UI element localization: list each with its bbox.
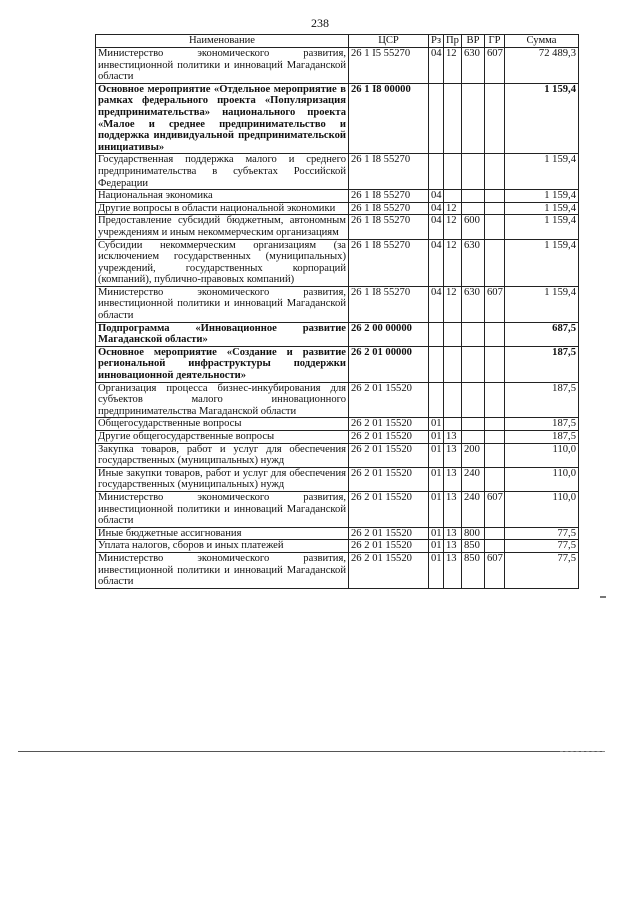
cell-csr: 26 2 01 15520 bbox=[349, 552, 429, 588]
cell-sum: 1 159,4 bbox=[505, 190, 579, 203]
cell-vr bbox=[462, 382, 485, 418]
table-row bbox=[96, 552, 579, 588]
cell-pr bbox=[444, 322, 462, 346]
table-row bbox=[96, 322, 579, 346]
cell-sum: 77,5 bbox=[505, 540, 579, 553]
cell-pr: 13 bbox=[444, 491, 462, 527]
cell-gr: 607 bbox=[485, 552, 505, 588]
header-gr: ГР bbox=[485, 35, 505, 48]
cell-vr: 850 bbox=[462, 552, 485, 588]
cell-rz: 01 bbox=[429, 540, 444, 553]
cell-gr: 607 bbox=[485, 48, 505, 84]
cell-csr: 26 2 01 15520 bbox=[349, 382, 429, 418]
cell-pr bbox=[444, 346, 462, 382]
cell-csr: 26 2 01 15520 bbox=[349, 443, 429, 467]
cell-gr: 607 bbox=[485, 286, 505, 322]
cell-csr: 26 1 I8 00000 bbox=[349, 83, 429, 154]
cell-csr: 26 1 I8 55270 bbox=[349, 286, 429, 322]
cell-gr bbox=[485, 418, 505, 431]
cell-gr bbox=[485, 154, 505, 190]
cell-csr: 26 1 I8 55270 bbox=[349, 154, 429, 190]
cell-vr: 200 bbox=[462, 443, 485, 467]
cell-pr bbox=[444, 154, 462, 190]
header-sum: Сумма bbox=[505, 35, 579, 48]
cell-rz: 01 bbox=[429, 418, 444, 431]
cell-name: Министерство экономического развития, инвестиционной политики и инноваций Магаданской области bbox=[96, 286, 349, 322]
cell-gr bbox=[485, 239, 505, 286]
cell-sum: 1 159,4 bbox=[505, 154, 579, 190]
cell-sum: 1 159,4 bbox=[505, 83, 579, 154]
cell-csr: 26 1 I8 55270 bbox=[349, 190, 429, 203]
page-divider-dash bbox=[560, 751, 605, 752]
cell-sum: 72 489,3 bbox=[505, 48, 579, 84]
cell-rz: 04 bbox=[429, 48, 444, 84]
table-header bbox=[96, 35, 579, 48]
cell-name: Уплата налогов, сборов и иных платежей bbox=[96, 540, 349, 553]
cell-gr bbox=[485, 83, 505, 154]
cell-name: Иные бюджетные ассигнования bbox=[96, 527, 349, 540]
cell-sum: 187,5 bbox=[505, 418, 579, 431]
cell-name: Другие общегосударственные вопросы bbox=[96, 431, 349, 444]
cell-gr bbox=[485, 540, 505, 553]
cell-gr bbox=[485, 527, 505, 540]
cell-csr: 26 2 01 15520 bbox=[349, 418, 429, 431]
cell-name: Организация процесса бизнес-инкубирования для субъектов малого инновационного предпринимательства Магаданской области bbox=[96, 382, 349, 418]
cell-gr bbox=[485, 346, 505, 382]
cell-sum: 1 159,4 bbox=[505, 202, 579, 215]
cell-csr: 26 2 00 00000 bbox=[349, 322, 429, 346]
cell-name: Другие вопросы в области национальной экономики bbox=[96, 202, 349, 215]
table-row bbox=[96, 202, 579, 215]
cell-vr: 630 bbox=[462, 286, 485, 322]
cell-vr: 800 bbox=[462, 527, 485, 540]
cell-sum: 187,5 bbox=[505, 382, 579, 418]
cell-csr: 26 2 01 15520 bbox=[349, 467, 429, 491]
cell-name: Общегосударственные вопросы bbox=[96, 418, 349, 431]
table-row bbox=[96, 154, 579, 190]
cell-pr: 13 bbox=[444, 527, 462, 540]
cell-sum: 77,5 bbox=[505, 527, 579, 540]
cell-vr: 600 bbox=[462, 215, 485, 239]
margin-mark bbox=[600, 596, 606, 598]
cell-sum: 77,5 bbox=[505, 552, 579, 588]
cell-vr bbox=[462, 418, 485, 431]
cell-vr bbox=[462, 154, 485, 190]
cell-rz: 01 bbox=[429, 467, 444, 491]
cell-name: Министерство экономического развития, инвестиционной политики и инноваций Магаданской области bbox=[96, 48, 349, 84]
cell-name: Министерство экономического развития, инвестиционной политики и инноваций Магаданской области bbox=[96, 491, 349, 527]
cell-vr bbox=[462, 202, 485, 215]
cell-rz: 04 bbox=[429, 286, 444, 322]
cell-gr bbox=[485, 443, 505, 467]
table-body bbox=[96, 48, 579, 589]
cell-sum: 1 159,4 bbox=[505, 239, 579, 286]
table-row bbox=[96, 527, 579, 540]
header-pr: Пр bbox=[444, 35, 462, 48]
cell-rz bbox=[429, 322, 444, 346]
cell-gr bbox=[485, 190, 505, 203]
cell-csr: 26 1 I8 55270 bbox=[349, 215, 429, 239]
table-row bbox=[96, 346, 579, 382]
cell-csr: 26 2 01 15520 bbox=[349, 431, 429, 444]
cell-rz: 01 bbox=[429, 491, 444, 527]
header-vr: ВР bbox=[462, 35, 485, 48]
cell-rz: 04 bbox=[429, 202, 444, 215]
cell-name: Национальная экономика bbox=[96, 190, 349, 203]
cell-csr: 26 2 01 00000 bbox=[349, 346, 429, 382]
cell-sum: 187,5 bbox=[505, 431, 579, 444]
cell-name: Иные закупки товаров, работ и услуг для обеспечения государственных (муниципальных) нужд bbox=[96, 467, 349, 491]
cell-csr: 26 1 I5 55270 bbox=[349, 48, 429, 84]
cell-pr: 13 bbox=[444, 540, 462, 553]
cell-rz bbox=[429, 83, 444, 154]
cell-gr bbox=[485, 202, 505, 215]
cell-gr bbox=[485, 382, 505, 418]
cell-name: Министерство экономического развития, инвестиционной политики и инноваций Магаданской области bbox=[96, 552, 349, 588]
budget-table bbox=[95, 34, 579, 589]
cell-name: Закупка товаров, работ и услуг для обеспечения государственных (муниципальных) нужд bbox=[96, 443, 349, 467]
cell-vr bbox=[462, 190, 485, 203]
cell-csr: 26 2 01 15520 bbox=[349, 527, 429, 540]
cell-vr bbox=[462, 83, 485, 154]
cell-vr: 850 bbox=[462, 540, 485, 553]
cell-pr: 13 bbox=[444, 443, 462, 467]
cell-rz: 04 bbox=[429, 239, 444, 286]
cell-csr: 26 1 I8 55270 bbox=[349, 202, 429, 215]
header-name: Наименование bbox=[96, 35, 349, 48]
cell-pr: 12 bbox=[444, 239, 462, 286]
table-row bbox=[96, 418, 579, 431]
cell-pr: 12 bbox=[444, 215, 462, 239]
cell-rz bbox=[429, 382, 444, 418]
cell-pr bbox=[444, 418, 462, 431]
cell-rz bbox=[429, 346, 444, 382]
cell-sum: 1 159,4 bbox=[505, 286, 579, 322]
cell-pr: 13 bbox=[444, 431, 462, 444]
page-divider bbox=[18, 751, 603, 752]
cell-vr: 240 bbox=[462, 467, 485, 491]
table-row bbox=[96, 48, 579, 84]
cell-rz: 01 bbox=[429, 443, 444, 467]
cell-sum: 110,0 bbox=[505, 443, 579, 467]
cell-vr: 240 bbox=[462, 491, 485, 527]
cell-gr bbox=[485, 431, 505, 444]
cell-vr bbox=[462, 346, 485, 382]
cell-rz: 04 bbox=[429, 215, 444, 239]
table-row bbox=[96, 239, 579, 286]
cell-rz: 01 bbox=[429, 527, 444, 540]
cell-pr bbox=[444, 382, 462, 418]
cell-csr: 26 2 01 15520 bbox=[349, 540, 429, 553]
cell-name: Подпрограмма «Инновационное развитие Магаданской области» bbox=[96, 322, 349, 346]
cell-pr: 12 bbox=[444, 286, 462, 322]
cell-sum: 1 159,4 bbox=[505, 215, 579, 239]
table-row bbox=[96, 467, 579, 491]
cell-rz: 01 bbox=[429, 431, 444, 444]
cell-pr: 13 bbox=[444, 467, 462, 491]
header-rz: Рз bbox=[429, 35, 444, 48]
cell-gr bbox=[485, 322, 505, 346]
cell-rz bbox=[429, 154, 444, 190]
cell-pr: 13 bbox=[444, 552, 462, 588]
cell-vr: 630 bbox=[462, 239, 485, 286]
table-row bbox=[96, 382, 579, 418]
cell-name: Государственная поддержка малого и среднего предпринимательства в субъектах Российской Федерации bbox=[96, 154, 349, 190]
table-row bbox=[96, 443, 579, 467]
cell-pr: 12 bbox=[444, 202, 462, 215]
cell-csr: 26 1 I8 55270 bbox=[349, 239, 429, 286]
cell-sum: 687,5 bbox=[505, 322, 579, 346]
cell-gr bbox=[485, 467, 505, 491]
cell-rz: 01 bbox=[429, 552, 444, 588]
header-csr: ЦСР bbox=[349, 35, 429, 48]
table-row bbox=[96, 540, 579, 553]
table-row bbox=[96, 431, 579, 444]
cell-name: Основное мероприятие «Создание и развитие региональной инфраструктуры поддержки инновационной деятельности» bbox=[96, 346, 349, 382]
cell-pr: 12 bbox=[444, 48, 462, 84]
table-row bbox=[96, 190, 579, 203]
cell-gr bbox=[485, 215, 505, 239]
table-row bbox=[96, 215, 579, 239]
cell-rz: 04 bbox=[429, 190, 444, 203]
table-row bbox=[96, 286, 579, 322]
cell-pr bbox=[444, 83, 462, 154]
cell-gr: 607 bbox=[485, 491, 505, 527]
cell-sum: 110,0 bbox=[505, 467, 579, 491]
cell-name: Субсидии некоммерческим организациям (за исключением государственных (муниципальных) учреждений, государственных корпораций (компаний), публично-правовых компаний) bbox=[96, 239, 349, 286]
cell-pr bbox=[444, 190, 462, 203]
cell-vr: 630 bbox=[462, 48, 485, 84]
page-number: 238 bbox=[311, 16, 329, 30]
cell-sum: 110,0 bbox=[505, 491, 579, 527]
cell-csr: 26 2 01 15520 bbox=[349, 491, 429, 527]
table-row bbox=[96, 83, 579, 154]
cell-vr bbox=[462, 322, 485, 346]
cell-name: Предоставление субсидий бюджетным, автономным учреждениям и иным некоммерческим организациям bbox=[96, 215, 349, 239]
table-row bbox=[96, 491, 579, 527]
cell-sum: 187,5 bbox=[505, 346, 579, 382]
cell-name: Основное мероприятие «Отдельное мероприятие в рамках федерального проекта «Популяризация предпринимательства» национального проекта «Малое и среднее предпринимательство и поддержка индивидуальной предпринимательской инициативы» bbox=[96, 83, 349, 154]
cell-vr bbox=[462, 431, 485, 444]
